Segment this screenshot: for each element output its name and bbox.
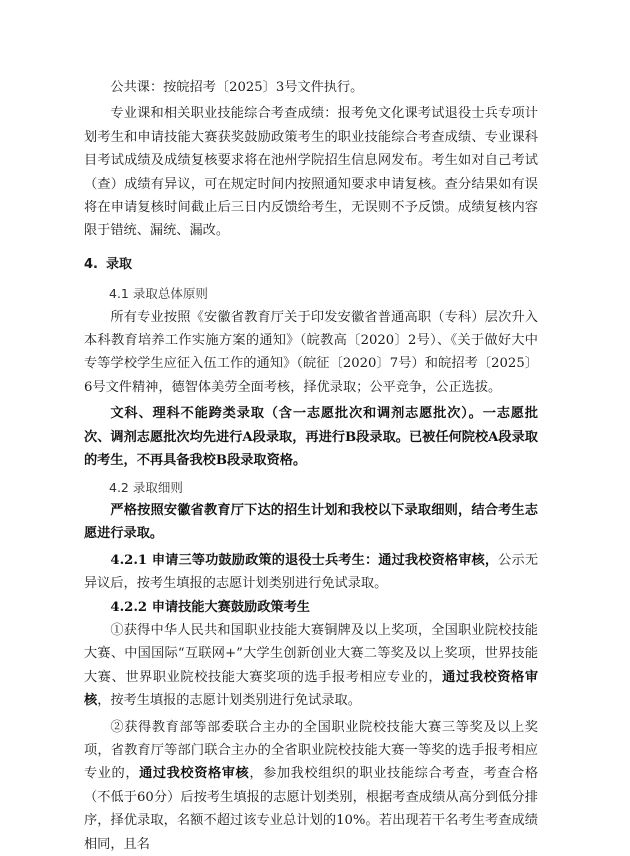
paragraph-4-2-2-item-2: [84, 716, 538, 856]
paragraph-admission-rules: [84, 499, 538, 546]
bold-4-2-1: 4.2.1 申请三等功鼓励政策的退役士兵考生：通过我校资格审核，: [110, 552, 499, 568]
text-item-2-b: ，参加我校组织的职业技能综合考查，考查合格（不低于60分）后按考生填报的志愿计划类别，根据考查成绩从高分到低分排序，择优录取，名额不超过该专业总计划的10%。若出现若干名考生考查成绩相同，且名: [84, 766, 539, 852]
bold-4-2-2: 4.2.2 申请技能大赛鼓励政策考生: [110, 599, 310, 615]
text-item-1-b: ，按考生填报的志愿计划类别进行免试录取。: [97, 693, 361, 709]
section-number: 4.: [84, 256, 98, 272]
subheading-4-2: 4.2 录取细则: [109, 479, 183, 495]
text-4-2-1: 公示无异议后，按考生填报的志愿计划类别进行免试录取。: [84, 552, 539, 592]
section-title: 录取: [105, 256, 132, 272]
paragraph-4-2-2-item-1: [84, 619, 538, 713]
paragraph-general-principle: 所有专业按照《安徽省教育厅关于印发安徽省普通高职（专科）层次升入本科教育培养工作实施方案的通知》（皖教高〔2020〕2号）、《关于做好大中专等学校学生应征入伍工作的通知》（皖征〔2020〕7号）和皖招考〔2025〕6号文件精神，德智体美劳全面考核，择优录取；公平竞争，公正选拔。: [84, 309, 538, 395]
section-heading-admission: [84, 253, 538, 276]
bold-item-2: 通过我校资格审核: [139, 766, 250, 782]
paragraph-4-2-1: [84, 549, 538, 596]
bold-category-rule: 文科、理科不能跨类录取（含一志愿批次和调剂志愿批次）。一志愿批次、调剂志愿批次均先进行A段录取，再进行B段录取。已被任何院校A段录取的考生，不再具备我校B段录取资格。: [84, 406, 538, 469]
paragraph-category-rule: [84, 402, 538, 472]
bold-item-1: 通过我校资格审核: [84, 669, 539, 709]
paragraph-score-review: 专业课和相关职业技能综合考查成绩：报考免文化课考试退役士兵专项计划考生和申请技能大赛获奖鼓励政策考生的职业技能综合考查成绩、专业课科目考试成绩及成绩复核要求将在池州学院招生信息网发布。考生如对自己考试（查）成绩有异议，可在规定时间内按照通知要求申请复核。查分结果如有误将在申请复核时间截止后三日内反馈给考生，无误则不予反馈。成绩复核内容限于错统、漏统、漏改。: [84, 106, 538, 239]
paragraph-4-2-2-heading: [84, 596, 538, 619]
paragraph-public-course: 公共课：按皖招考〔2025〕3号文件执行。: [110, 80, 364, 95]
document-body: [84, 76, 538, 856]
text-item-1-a: ①获得中华人民共和国职业技能大赛铜牌及以上奖项，全国职业院校技能大赛、中国国际“互联网+”大学生创新创业大赛二等奖及以上奖项，世界技能大赛、世界职业院校技能大赛奖项的选手报考相应专业的，: [84, 622, 538, 685]
bold-admission-rules: 严格按照安徽省教育厅下达的招生计划和我校以下录取细则，结合考生志愿进行录取。: [84, 502, 538, 542]
subheading-4-1: 4.1 录取总体原则: [109, 286, 208, 302]
text-item-2-a: ②获得教育部等部委联合主办的全国职业院校技能大赛三等奖及以上奖项，省教育厅等部门联合主办的全省职业院校技能大赛一等奖的选手报考相应专业的，: [84, 719, 538, 782]
